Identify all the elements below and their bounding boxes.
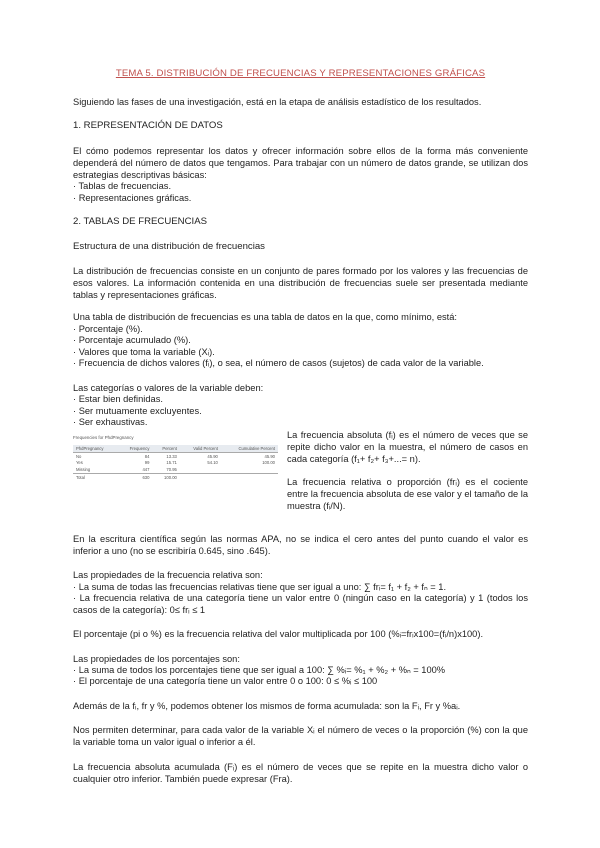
table-cell: 45.90 [207,453,218,459]
list-item: · Estar bien definidas. [73,394,528,406]
table-cell: Total [73,473,118,480]
table-cell [180,466,221,473]
frequency-table [73,445,278,480]
table-cell: 100.00 [152,473,179,480]
frequency-figure-block [73,429,528,533]
accumulated-absolute-paragraph: La frecuencia absoluta acumulada (Fᵢ) es el número de veces que se repite en la muestra dicho valor o cualquier otro inferior. También puede expresar (Fra). [73,761,528,784]
list-item: · Porcentaje acumulado (%). [73,335,528,347]
section-2-subheading: Estructura de una distribución de frecuencias [73,240,265,252]
table-header-row [73,445,278,453]
percentage-properties-list [73,665,528,688]
percentage-paragraph: El porcentaje (pi o %) es la frecuencia relativa del valor multiplicada por 100 (%ᵢ=frᵢx100=(fᵢ/n)x100). [73,629,484,640]
list-item: · Tablas de frecuencias. [73,181,528,193]
page-title: TEMA 5. DISTRIBUCIÓN DE FRECUENCIAS Y REPRESENTACIONES GRÁFICAS [115,68,486,79]
column-header: Frequency [118,445,153,453]
frequency-table-caption: Frequencies for PhdPregnancy [73,434,134,440]
intro-paragraph: Siguiendo las fases de una investigación, está en la etapa de análisis estadístico de los resultados. [73,97,482,108]
column-header: PhdPregnancy [73,445,118,453]
table-row [73,452,278,459]
list-item: · Ser exhaustivas. [73,417,528,429]
table-row [73,460,278,467]
list-item: · La frecuencia relativa de una categoría tiene un valor entre 0 (ningún caso en la categoría) y 1 (todos los casos de la categoría): 0≤ frᵢ ≤ 1 [73,593,528,616]
list-item: · La suma de todos los porcentajes tiene que ser igual a 100: ∑ %ᵢ= %₁ + %₂ + %ₙ = 100% [73,665,528,677]
table-cell: 447 [142,466,150,472]
percentage-properties-heading: Las propiedades de los porcentajes son: [73,653,240,664]
column-header: Valid Percent [180,445,221,453]
absolute-frequency-paragraph: La frecuencia absoluta (fᵢ) es el número de veces que se repite dicho valor en la muestra, el número de casos en cada categoría (f₁+ f₂+ f₃+...= n). [287,429,528,465]
table-row [73,466,278,473]
table-cell: 70.95 [166,466,177,472]
list-item: · Valores que toma la variable (Xᵢ). [73,347,528,359]
section-2-heading: 2. TABLAS DE FRECUENCIAS [73,216,207,228]
table-cell [221,473,278,480]
table-cell: 84 [144,453,150,459]
list-item: · Frecuencia de dichos valores (fᵢ), o sea, el número de casos (sujetos) de cada valor de la variable. [73,358,528,370]
table-cell: 54.10 [207,460,218,466]
table-definition-paragraph: Una tabla de distribución de frecuencias es una tabla de datos en la que, como mínimo, está: [73,312,457,323]
table-cell: 15.71 [166,460,177,466]
table-cell: 99 [144,460,150,466]
list-item: · Porcentaje (%). [73,324,528,336]
table-cell: Yes [76,460,83,466]
column-header: Cumulative Percent [221,445,278,453]
table-cell [180,473,221,480]
table-cell: 45.90 [264,453,275,459]
table-cell: 100.00 [262,460,275,466]
categories-paragraph: Las categorías o valores de la variable deben: [73,383,264,393]
table-cell: No [76,453,82,459]
list-item: · Representaciones gráficas. [73,193,528,205]
list-item: · La suma de todas las frecuencias relativas tiene que ser igual a uno: ∑ frᵢ= f₁ + f₂ + fₙ = 1. [73,582,528,594]
accumulated-paragraph: Además de la fᵢ, fr y %, podemos obtener los mismos de forma acumulada: son la Fᵢ, Fr y %aᵢ. [73,700,461,711]
column-header: Percent [152,445,179,453]
table-cell: 630 [118,473,153,480]
section-1-heading: 1. REPRESENTACIÓN DE DATOS [73,120,223,132]
frequency-definitions [287,429,528,512]
table-contents-list [73,324,528,370]
categories-list [73,394,528,429]
relative-properties-list [73,582,528,617]
section-1-paragraph: El cómo podemos representar los datos y ofrecer información sobre ellos de la forma más conveniente dependerá del número de datos que tengamos. Para trabajar con un número de datos grande, se utilizan dos estrategias descriptivas básicas: [73,145,528,181]
relative-properties-heading: Las propiedades de la frecuencia relativa son: [73,570,263,581]
relative-frequency-paragraph: La frecuencia relativa o proporción (frᵢ) es el cociente entre la frecuencia absoluta de ese valor y el tamaño de la muestra (fᵢ/N). [287,476,528,511]
table-row [73,473,278,480]
strategies-list [73,181,528,204]
determine-paragraph: Nos permiten determinar, para cada valor de la variable Xᵢ el número de veces o la proporción (%) con la que la variable toma un valor igual o inferior a él. [73,725,528,748]
table-cell [221,466,278,473]
table-cell: Missing [76,466,91,472]
table-cell: 13.33 [166,453,177,459]
list-item: · Ser mutuamente excluyentes. [73,406,528,418]
list-item: · El porcentaje de una categoría tiene un valor entre 0 o 100: 0 ≤ %ᵢ ≤ 100 [73,676,528,688]
apa-paragraph: En la escritura científica según las normas APA, no se indica el cero antes del punto cuando el valor es inferior a uno (no se escribiría 0.645, sino .645). [73,533,528,557]
distribution-paragraph: La distribución de frecuencias consiste en un conjunto de pares formado por los valores y las frecuencias de esos valores. La información contenida en una distribución de frecuencias suele ser presentada mediante tablas y representaciones gráficas. [73,265,528,301]
